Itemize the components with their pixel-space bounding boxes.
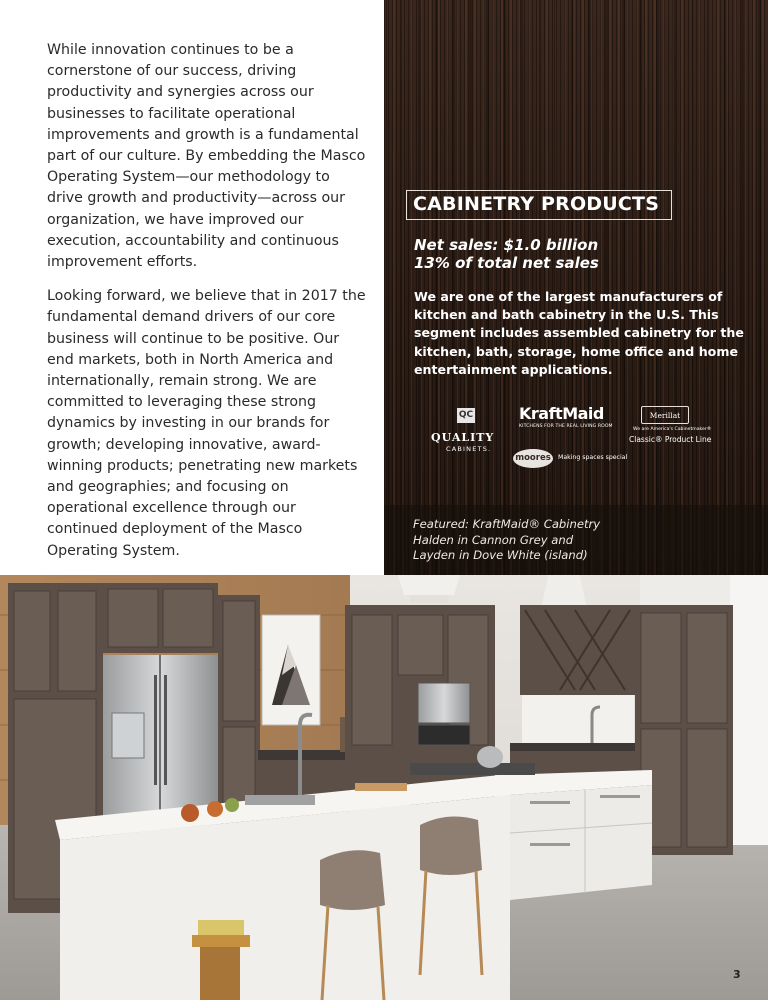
section-title: CABINETRY PRODUCTS (413, 193, 660, 215)
quality-cabinets-logo-badge: QC (457, 408, 475, 423)
kitchen-illustration (0, 575, 768, 1000)
merillat-logo: Merillat (641, 406, 689, 424)
caption-line-1: Featured: KraftMaid® Cabinetry (413, 517, 601, 531)
segment-description: We are one of the largest manufacturers of kitchen and bath cabinetry in the U.S. This segment includes assembled cabinetry for the kitchen, bath, storage, home office and home entertainment applications. (414, 289, 744, 377)
sales-figures (414, 236, 599, 272)
kraftmaid-logo: KraftMaid (519, 404, 604, 423)
net-sales: Net sales: $1.0 billion (414, 236, 599, 254)
quality-cabinets-logo-sub: CABINETS. (446, 445, 492, 453)
body-text-column (47, 40, 367, 575)
kitchen-photo (0, 575, 768, 1000)
caption-line-2: Halden in Cannon Grey and (413, 532, 574, 547)
caption-line-3: Layden in Dove White (island) (413, 548, 588, 562)
kraftmaid-tagline: KITCHENS FOR THE REAL LIVING ROOM (519, 424, 613, 429)
paragraph-outlook: Looking forward, we believe that in 2017 the fundamental demand drivers of our core business will continue to be positive. Our end markets, both in North America and internationally, remain strong. We are committed to leveraging these strong dynamics by investing in our brands for growth; developing innovative, award-winning products; penetrating new markets and geographies; and focusing on operational excellence through our continued deployment of the Masco Operating System. (47, 288, 366, 559)
paragraph-innovation: While innovation continues to be a cornerstone of our success, driving productivity and synergies across our businesses to facilitate operational improvements and growth is a fundamental part of our culture. By embedding the Masco Operating System—our methodology to drive growth and productivity—across our organization, we have improved our execution, accountability and continuous improvement efforts. (47, 42, 366, 271)
quality-cabinets-logo-name: QUALITY (431, 431, 495, 444)
photo-caption (413, 517, 600, 564)
moores-tagline: Making spaces special (558, 454, 628, 461)
page-number: 3 (733, 968, 741, 981)
sales-share: 13% of total net sales (414, 254, 599, 272)
merillat-tagline: We are America's Cabinetmaker® (633, 427, 712, 432)
moores-logo: moores (513, 449, 553, 468)
merillat-product-line: Classic® Product Line (629, 435, 712, 444)
